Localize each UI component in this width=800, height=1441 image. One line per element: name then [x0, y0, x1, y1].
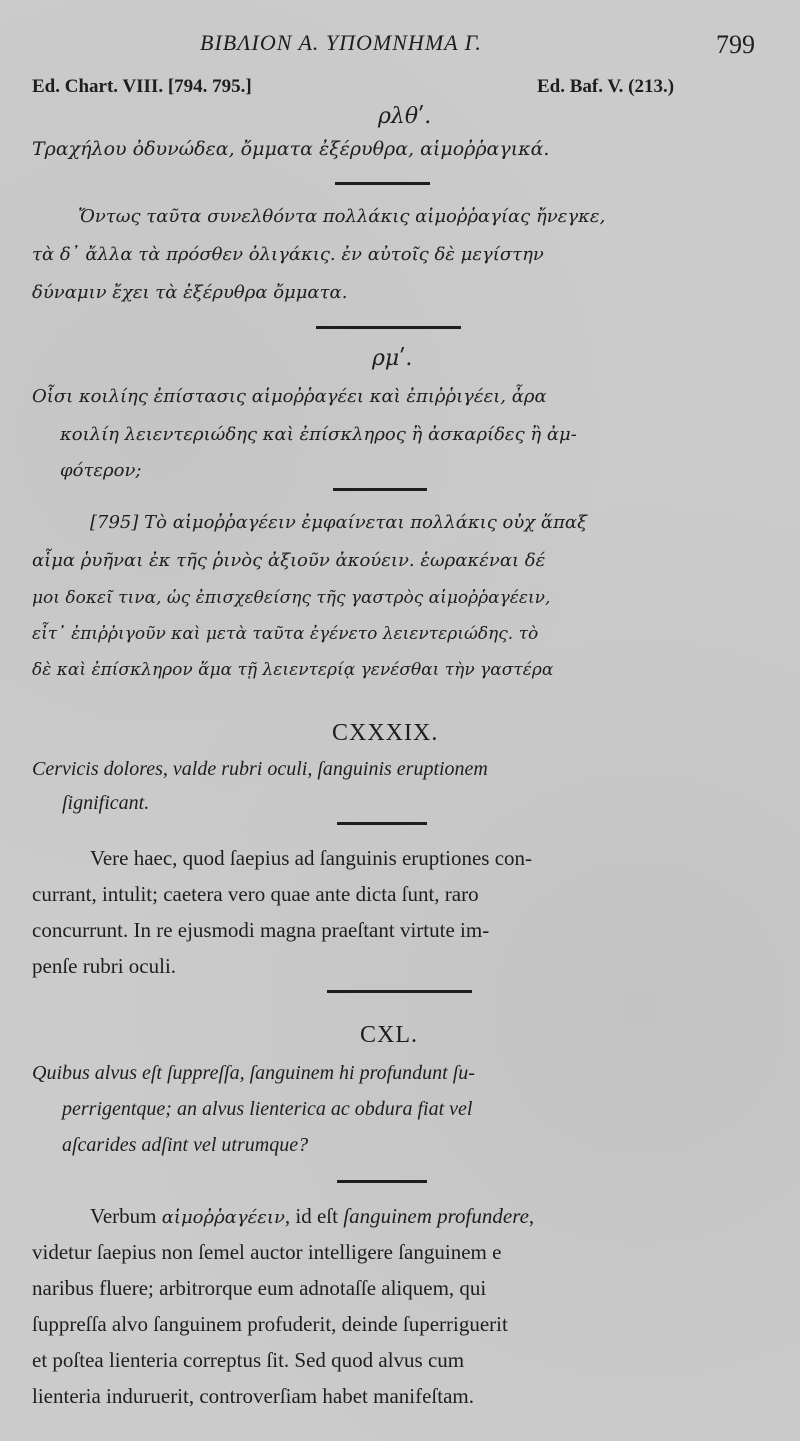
latin-aphorism-139-line-1: Cervicis dolores, valde rubri oculi, ſanguinis eruptionem — [32, 758, 488, 780]
greek-aphorism-number-139: ρλθʹ. — [378, 104, 432, 129]
latin-aphorism-140-line-2: perrigentque; an alvus lienterica ac obdura fiat vel — [62, 1098, 473, 1120]
edition-reference-left: Ed. Chart. VIII. [794. 795.] — [32, 76, 252, 97]
greek-commentary-140-line-3: μοι δοκεῖ τινα, ὡς ἐπισχεθείσης τῆς γαστρὸς αἱμοῤῥαγέειν, — [32, 588, 551, 608]
latin-aphorism-number-139: CXXXIX. — [332, 720, 439, 746]
greek-aphorism-140-line-3: φότερον; — [60, 460, 142, 481]
greek-commentary-140-line-5: δὲ καὶ ἐπίσκληρον ἅμα τῇ λειεντερίᾳ γενέσθαι τὴν γαστέρα — [32, 660, 554, 680]
greek-commentary-140-line-2: αἷμα ῥυῆναι ἐκ τῆς ῥινὸς ἀξιοῦν ἀκούειν. ἑωρακέναι δέ — [32, 550, 546, 571]
commentary-intro-greek-term: αἱμοῤῥαγέειν — [161, 1207, 285, 1228]
running-title: ΒΙΒΛΙΟΝ Α. ΥΠΟΜΝΗΜΑ Γ. — [200, 30, 482, 55]
greek-aphorism-number-140: ρμʹ. — [372, 346, 413, 371]
latin-aphorism-number-140: CXL. — [360, 1022, 418, 1048]
latin-commentary-140-line-6: lienteria induruerit, controverſiam habet manifeſtam. — [32, 1384, 474, 1408]
greek-commentary-140-line-1: [795] Τὸ αἱμοῤῥαγέειν ἐμφαίνεται πολλάκις οὐχ ἅπαξ — [90, 512, 587, 533]
greek-commentary-139-line-2: τὰ δ᾽ ἄλλα τὰ πρόσθεν ὀλιγάκις. ἐν αὐτοῖς δὲ μεγίστην — [32, 244, 544, 265]
latin-commentary-139-line-2: currant, intulit; caetera vero quae ante dicta ſunt, raro — [32, 882, 479, 906]
greek-aphorism-139-text: Τραχήλου ὀδυνώδεα, ὄμματα ἐξέρυθρα, αἱμοῤῥαγικά. — [32, 138, 550, 160]
latin-commentary-140-line-2: videtur ſaepius non ſemel auctor intelligere ſanguinem e — [32, 1240, 502, 1264]
commentary-intro-italic: ſanguinem profundere — [343, 1204, 529, 1228]
latin-commentary-139-line-1: Vere haec, quod ſaepius ad ſanguinis eruptiones con- — [90, 846, 533, 870]
section-divider — [316, 326, 461, 329]
commentary-intro-mid: , id eſt — [284, 1204, 344, 1228]
latin-commentary-139-line-4: penſe rubri oculi. — [32, 954, 177, 978]
section-divider — [327, 990, 472, 993]
commentary-intro-pre: Verbum — [90, 1204, 162, 1228]
latin-aphorism-140-line-1: Quibus alvus eſt ſuppreſſa, ſanguinem hi profundunt ſu- — [32, 1062, 475, 1084]
latin-commentary-140-line-4: ſuppreſſa alvo ſanguinem profuderit, deinde ſuperriguerit — [32, 1312, 508, 1336]
section-divider — [337, 822, 427, 825]
commentary-intro-post: , — [528, 1204, 535, 1228]
greek-commentary-140-line-4: εἶτ᾽ ἐπιῤῥιγοῦν καὶ μετὰ ταῦτα ἐγένετο λειεντεριώδης. τὸ — [32, 624, 539, 644]
latin-commentary-140-line-1 — [90, 1204, 534, 1229]
latin-commentary-140-line-3: naribus fluere; arbitrorque eum adnotaſſe aliquem, qui — [32, 1276, 487, 1300]
latin-aphorism-140-line-3: aſcarides adſint vel utrumque? — [62, 1134, 309, 1156]
latin-aphorism-139-line-2: ſignificant. — [62, 792, 150, 814]
latin-commentary-139-line-3: concurrunt. In re ejusmodi magna praeſtant virtute im- — [32, 918, 490, 942]
page-number: 799 — [716, 30, 755, 59]
latin-commentary-140-line-5: et poſtea lienteria correptus ſit. Sed quod alvus cum — [32, 1348, 465, 1372]
edition-reference-right: Ed. Baf. V. (213.) — [537, 76, 675, 97]
greek-aphorism-140-line-1: Οἷσι κοιλίης ἐπίστασις αἱμοῤῥαγέει καὶ ἐπιῤῥιγέει, ἆρα — [32, 386, 547, 407]
greek-aphorism-140-line-2: κοιλίη λειεντεριώδης καὶ ἐπίσκληρος ἢ ἀσκαρίδες ἢ ἀμ- — [60, 424, 577, 445]
greek-commentary-139-line-1: Ὄντως ταῦτα συνελθόντα πολλάκις αἱμοῤῥαγίας ἤνεγκε, — [78, 206, 606, 227]
greek-commentary-139-line-3: δύναμιν ἔχει τὰ ἐξέρυθρα ὄμματα. — [32, 282, 348, 303]
section-divider — [335, 182, 430, 185]
section-divider — [333, 488, 427, 491]
section-divider — [337, 1180, 427, 1183]
